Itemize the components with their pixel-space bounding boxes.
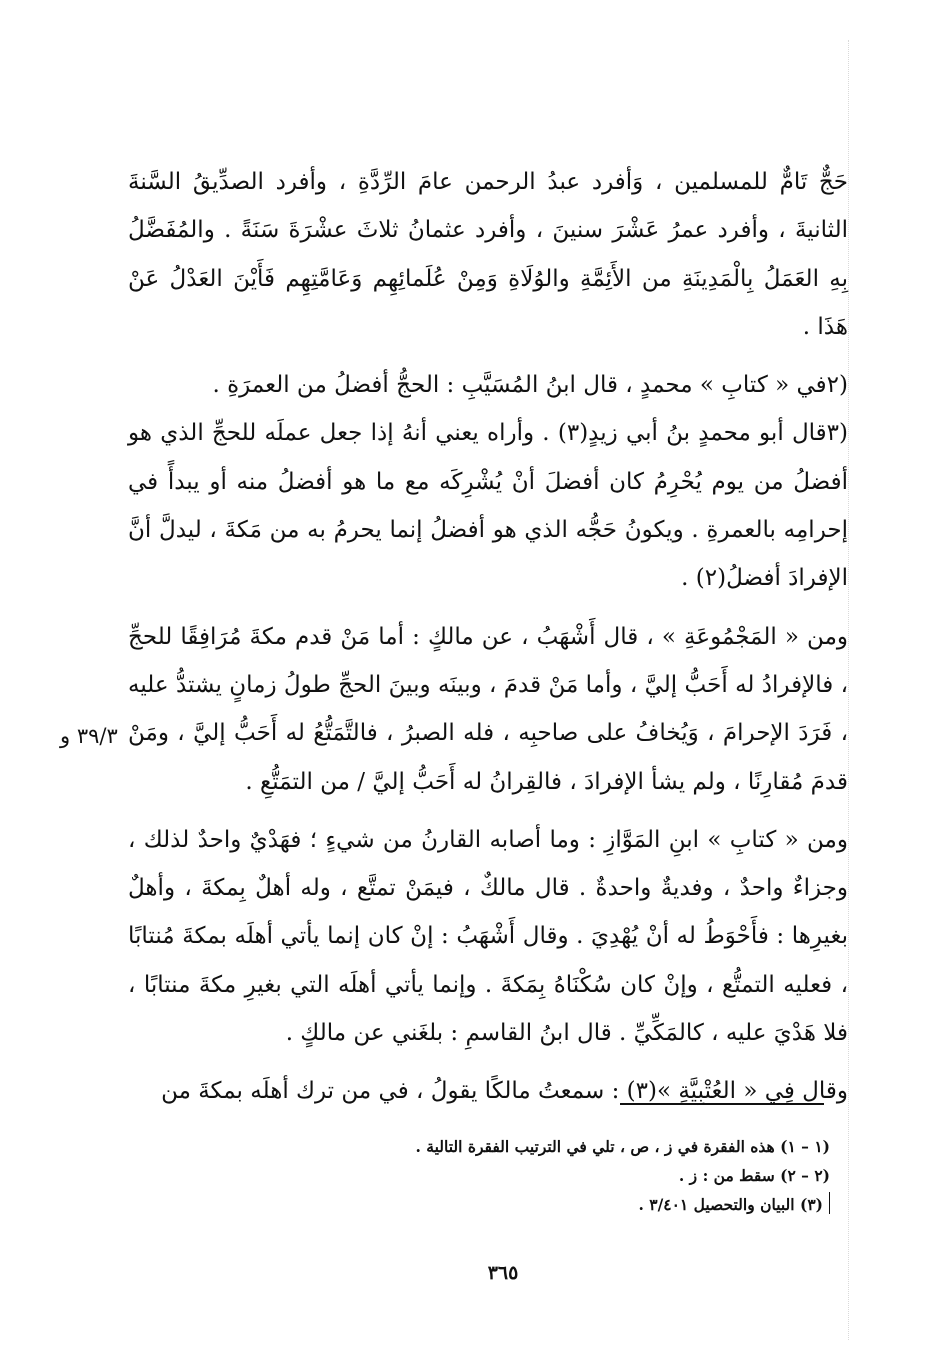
- main-text: [128, 158, 848, 1126]
- footnote-text: (٣) البيان والتحصيل ٣/٤٠١ .: [638, 1195, 823, 1214]
- paragraph: (٣قال أبو محمدٍ بنُ أبي زيدٍ(٣) . وأراه يعني أنهُ إذا جعل عملَه للحجِّ الذي هو أفضلُ من يوم يُحْرِمُ كان أفضلَ أنْ يُشْرِكَه مع ما هو أفضلُ منه أو يبدأً في إحرامِه بالعمرةِ . ويكونُ حَجُّه الذي هو أفضلُ إنما يحرمُ به من مَكةَ ، ليدلَّ أنَّ الإفرادَ أفضلُ(٢) .: [128, 420, 848, 592]
- footnotes: [370, 1132, 830, 1219]
- margin-bar: [829, 1192, 830, 1214]
- paragraph: حَجٌّ تَامٌّ للمسلمين ، وَأفرد عبدُ الرحمن عامَ الرِّدَّةِ ، وأفرد الصدِّيقُ السَّنةَ الثانيةَ ، وأفرد عمرُ عَشْرَ سنينَ ، وأفرد عثمانُ ثلاثَ عشْرَةَ سَنَةً . والمُفَضَّلُ بِهِ العَمَلُ بِالْمَدِينَةِ من الأَئِمَّةِ والوُلَاةِ وَمِنْ عُلَمائِهِم وَعَامَّتِهِم فَأَيْنَ العَدْلُ عَنْ هَذَا .: [128, 169, 848, 340]
- footnote: (١ – ١) هذه الفقرة في ز ، ص ، تلي في الترتيب الفقرة التالية .: [415, 1137, 830, 1156]
- footnote-separator: [620, 1103, 824, 1105]
- manuscript-folio-note: ٣٩/٣ و: [60, 724, 118, 748]
- page-number: ٣٦٥: [487, 1262, 519, 1284]
- paragraph: ومن « المَجْمُوعَةِ » ، قال أَشْهَبُ ، عن مالكٍ : أما مَنْ قدم مكةَ مُرَافِقًا للحجِّ ، فالإفرادُ له أَحَبُّ إليَّ ، وأما مَنْ قدمَ ، وبينَه وبينَ الحجِّ طولُ زمانٍ يشتدُّ عليه ، فَرَدَ الإحرامَ ، وَيُخافُ على صاحبِه ، فله الصبرُ ، فالتَّمَتُّعُ له أَحَبُّ إليَّ ، ومَنْ قدمَ مُقارِنًا ، ولم يشأ الإفرادَ ، فالقِرانُ له أَحَبُّ إليَّ / من التمَتُّعِ .: [128, 623, 848, 795]
- paragraph: وقال فِي « العُتْبِيَّةِ »(٣) : سمعتُ مالكًا يقولُ ، في من ترك أهلَه بمكةَ من: [161, 1078, 848, 1105]
- page-edge-line: [848, 40, 849, 1340]
- paragraph: ومن « كتابِ » ابنِ المَوَّازِ : وما أصابه القارنُ من شيءٍ ؛ فهَدْيٌ واحدٌ لذلك ، وجزاءٌ واحدٌ ، وفديةٌ واحدةٌ . قال مالكٌ ، فيمَنْ تمتَّع ، وله أهلٌ بِمكةَ ، وأهلٌ بغيرِها : فأَحْوَطُ له أنْ يُهْدِيَ . وقال أَشْهَبُ : إنْ كان إنما يأتي أهلَه بمكةَ مُنتابًا ، فعليه التمتُّع ، وإنْ كان سُكْنَاهُ بِمَكةَ . وإنما يأتي أهلَه التي بغيرِ مكةَ منتابًا ، فلا هَدْيَ عليه ، كالمَكِّيِّ . قال ابنُ القاسمِ : بلغَني عن مالكٍ .: [128, 826, 848, 1047]
- paragraph: (٢في « كتابِ » محمدٍ ، قال ابنُ المُسَيَّبِ : الحجُّ أفضلُ من العمرَةِ .: [212, 372, 848, 399]
- footnote: (٢ – ٢) سقط من : ز .: [678, 1166, 830, 1185]
- footnote-with-bar: [370, 1190, 830, 1219]
